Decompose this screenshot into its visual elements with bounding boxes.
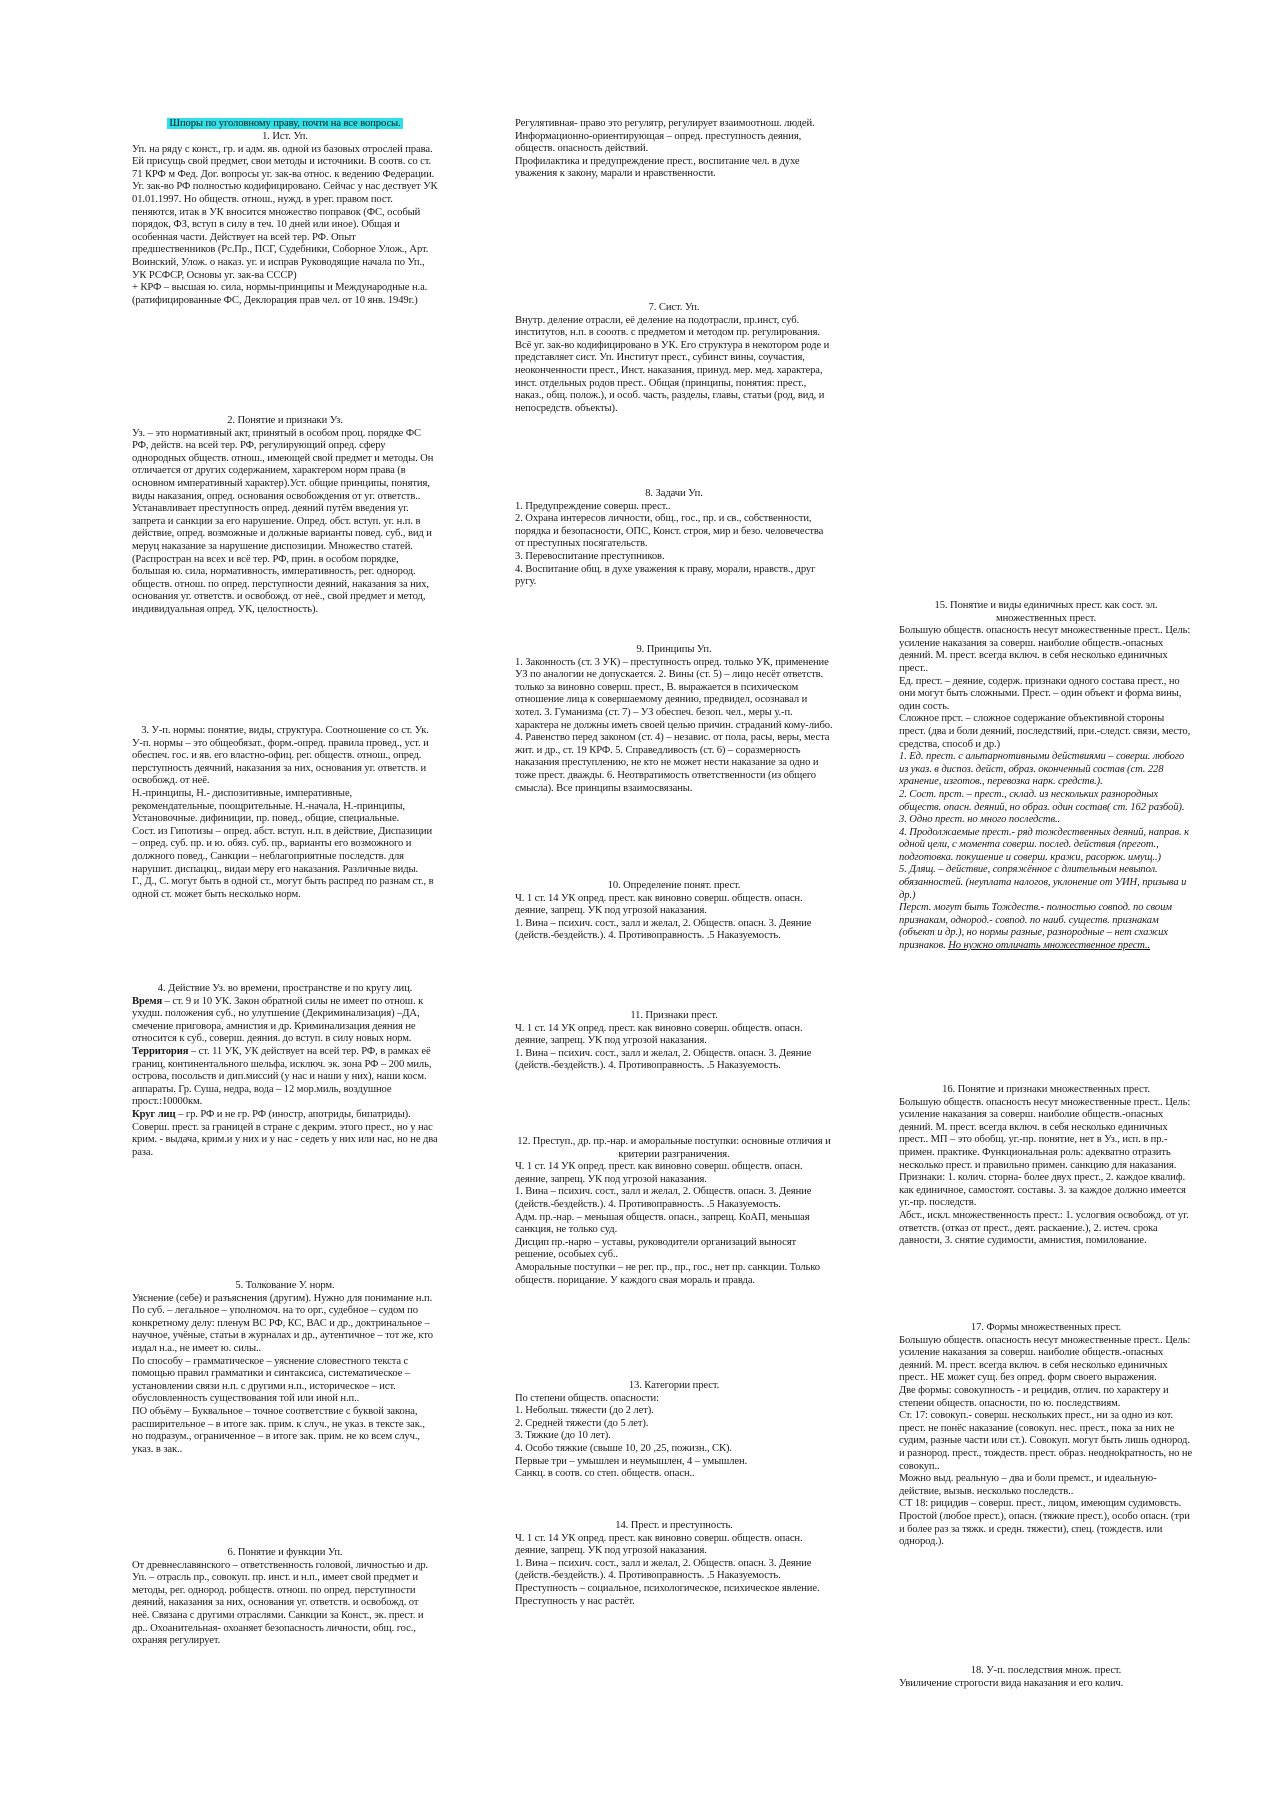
section-paragraph: От древнеславянского – ответственность головой, личностью и др. xyxy=(132,1559,429,1571)
section-5 xyxy=(132,1280,438,1456)
section-paragraph: 4. Особо тяжкие (свыше 10, 20 ,25, пожизн., СК). xyxy=(515,1442,732,1454)
section-paragraph: 2. Охрана интересов личности, общ., гос., пр. и св., собственности, порядка и безопасности, ОПС, Конст. строя, мир и безо. человечества от преступных посягательств. xyxy=(515,513,824,550)
section-title: 18. У-п. последствия множ. прест. xyxy=(970,1665,1122,1676)
section-paragraph: Внутр. деление отрасли, её деление на подотрасли, пр.инст, суб. институтов, н.п. в сооотв. с предметом и методом пр. регулирования. Всё уг. зак-во кодифицировано в УК. Его структура в некотором роде и представляет сист. Уп. Институт прест., субинст вины, соучастия, неоконченности прест., Инст. наказания, принуд. мер. мед. характера, инст. отдельных родов прест.. Общая (принципы, понятия: прест., наказ., общ. полож.), и особ. часть, разделы, главы, статьи (род, вид, и непосредств. объекты). xyxy=(515,314,830,414)
section-paragraph: 3. Перевоспитание преступников. xyxy=(515,550,665,562)
section-paragraph: 1. Вина – психич. сост., залл и желал, 2. Обществ. опасн. 3. Деяние (действ.-бездейств.). 4. Противоправность. .5 Наказуемость. xyxy=(515,917,812,942)
section-paragraph: Профилактика и предупреждение прест., воспитание чел. в духе уважения к закону, марали и нравственности. xyxy=(515,155,800,180)
section-paragraph: Первые три – умышлен и неумышлен, 4 – умышлен. xyxy=(515,1455,748,1467)
section-paragraph: Г., Д., С. могут быть в одной ст., могут быть распред по разнам ст., в одной ст. может быть несколько норм. xyxy=(132,876,434,900)
section-paragraph: Абст., искл. множественность прест.: 1. услогвия освобожд. от уг. ответств. (отказ от прест., деят. раскаение.), 2. истеч. срока давности, 3. снятие судимости, амнистия, помилование. xyxy=(899,1209,1189,1247)
section-paragraph: 1. Небольш. тяжести (до 2 лет). xyxy=(515,1405,654,1417)
section-paragraph: По степени обществ. опасности: xyxy=(515,1392,659,1404)
section-1 xyxy=(132,131,438,307)
section-title: 9. Принципы Уп. xyxy=(636,644,712,655)
section-paragraph: Две формы: совокупность - и рецидив, отлич. по характеру и степени обществ. опасности, по ю. последствиям. xyxy=(899,1384,1169,1409)
section-title: 15. Понятие и виды единичных прест. как сост. эл. множественных прест. xyxy=(934,600,1158,624)
section-paragraph: Дисцип пр.-нарю – уставы, руководители организаций выносят решение, особыех суб.. xyxy=(515,1236,797,1261)
section-paragraph: Ч. 1 ст. 14 УК опред. прест. как виновно соверш. обществ. опасн. деяние, запрещ. УК под угрозой наказания. xyxy=(515,892,803,917)
section-16 xyxy=(899,1084,1193,1248)
section-paragraph: Санкц. в соотв. со степ. обществ. опасн.. xyxy=(515,1468,695,1480)
section-paragraph: Ст. 17: совокуп.- соверш. нескольких прест., ни за одно из кот. прест. не понёс наказание (совокуп. нес. прест., пока за них не судим, разные части или ст.). Совокуп. могут быть лишь однород. и разнород. прест., тождеств. прест. образ. неодноkратность, но не совокуп.. xyxy=(899,1410,1193,1472)
section-6 xyxy=(132,1547,438,1648)
section-paragraph: Круг лиц – гр. РФ и не гр. РФ (иностр, апотриды, бипатриды). Соверш. прест. за границей в стране с декрим. этого прест., но у нас крим. - выдача, крим.и у них и у нас - седеть у них или нас, но не два раза. xyxy=(132,1108,438,1158)
section-paragraph: У-п. нормы – это общеобязат., форм.-опред. правила провед., уст. и обеспеч. гос. и яв. его властно-офиц. рег. обществ. отнош., опред. перступность деячний, наказания за них, основания уг. ответств. и освобожд. от неё. xyxy=(132,737,429,787)
section-11 xyxy=(515,1010,833,1073)
section-paragraph: Адм. пр.-нар. – меньшая обществ. опасн., запрещ. КоАП, меньшая санкция, не только суд. xyxy=(515,1211,810,1236)
section-paragraph: 2. Сост. прст. – прест., склад. из нескольких разнородных обществ. опасн. деяний, но образ. один состав( ст. 162 разбой). xyxy=(899,788,1185,813)
section-3 xyxy=(132,725,438,901)
section-title: 2. Понятие и признаки Уз. xyxy=(227,415,343,426)
section-paragraph: Сложное прст. – сложное содержание объективной стороны прест. (два и боли деяний, последствий, при.-следст. связи, место, средства, способ и др.) xyxy=(899,713,1191,750)
doc-header xyxy=(132,118,438,131)
section-8 xyxy=(515,488,833,589)
section-paragraph: Большую обществ. опасность несут множественные прест.. Цель: усиление наказания за соверш. наиболие обществ.-опасных деяний. М. прест. всегда включ. в себя несколько единичных прест.. МП – это обобщ. уг.-пр. понятие, нет в Уз., исп. в пр.-примен. практике. Функциональная роль: адекватно отразить несколько прест. и правильно примен. санкцию для наказания. Признаки: 1. колич. сторна- более двух прест., 2. каждое квалиф. как единичное, самостоят. составы. 3. за каждое должно имеется уг.-пр. последств. xyxy=(899,1096,1191,1209)
section-4 xyxy=(132,983,438,1159)
section-paragraph: Преступность – социальное, психологическое, психическое явление. Преступность у нас растёт. xyxy=(515,1582,820,1607)
section-17 xyxy=(899,1322,1193,1549)
section-paragraph: Информационно-ориентирующая – опред. преступность деяния, обществ. опасность действий. xyxy=(515,130,802,155)
section-paragraph: Уп. – отрасль пр., совокуп. пр. инст. и н.п., имеет свой предмет и методы, рег. однород. робществ. отнош. по опред. перступности деяний, наказания за них, основания уг. ответств. и освобожд. от неё. Связана с другими отраслями. Санкции за Конст., эк. прест. и др.. Охоанительная- охоаняет безопасность личности, общ. гос., охраняя регулирует. xyxy=(132,1572,424,1647)
section-paragraph: По суб. – легальное – уполномоч. на то орг., судебное – судом по конкретному делу: пленум ВС РФ, КС, ВАС и др., доктринальное – научное, учёные, статьи в журналах и др., аутентичное – тот же, кто издал н.а., не имеет ю. силы.. xyxy=(132,1305,433,1354)
section-13 xyxy=(515,1380,833,1481)
section-paragraph: 1. Вина – психич. сост., залл и желал, 2. Обществ. опасн. 3. Деяние (действ.-бездейств.). 4. Противоправность. .5 Наказуемость. xyxy=(515,1557,812,1582)
section-18 xyxy=(899,1665,1193,1690)
section-title: 3. У-п. нормы: понятие, виды, структура. Соотношение со ст. Ук. xyxy=(141,725,429,736)
section-paragraph: 1. Вина – психич. сост., залл и желал, 2. Обществ. опасн. 3. Деяние (действ.-бездейств.). 4. Противоправность. .5 Наказуемость. xyxy=(515,1047,812,1072)
section-paragraph: По способу – грамматическое – уяснение словестного текста с помощью правил грамматики и синтаксиса, систематическое – установлении связи н.п. с другими н.п., историческое – ист. обусловленность существования той или иной н.п.. xyxy=(132,1355,411,1405)
section-12 xyxy=(515,1136,833,1287)
section-paragraph: Ч. 1 ст. 14 УК опред. прест. как виновно соверш. обществ. опасн. деяние, запрещ. УК под угрозой наказания. xyxy=(515,1532,803,1557)
section-title: 7. Сист. Уп. xyxy=(648,302,700,313)
section-paragraph: Аморальные поступки – не рег. пр., пр., гос., нет пр. санкции. Только обществ. порицание. У каждого свая мораль и правда. xyxy=(515,1261,820,1286)
section-paragraph: + КРФ – высшая ю. сила, нормы-принципы и Международные н.а. (ратифицированные ФС, Деклорация прав чел. от 10 янв. 1949г.) xyxy=(132,282,428,306)
section-paragraph: 4. Продолжаемые прест.- ряд тождественных деяний, направ. к одной цели, с момента соверш. послед. действия (прегот., подготовка. покушение и соверш. кражи, расорюк. имущ..) xyxy=(899,826,1189,863)
section-paragraph: 1. Законность (ст. 3 УК) – преступность опред. только УК, применение УЗ по аналогии не допускается. 2. Вины (ст. 5) – лицо несёт ответств. только за виновно соверш. прест., В. выражается в психическом отношение лица к совершаемому деянию, предвидел, осознавал и хотел. 3. Гуманизма (ст. 7) – УЗ обеспеч. безоп. чел., меры у.-п. характера не должны иметь своей целью причин. страданий кому-либо. 4. Равенство перед законом (ст. 4) – независ. от пола, расы, веры, места жит. и др., ст. 19 КРФ. 5. Справедливость (ст. 6) – соразмерность наказания преступлению, не кто не может нести наказание за одно и тоже прест. дважды. 6. Неотвратимость ответственности (из общего смысла). Все принципы взаимосвязаны. xyxy=(515,656,833,794)
section-title: 17. Формы множественных прест. xyxy=(970,1322,1122,1333)
section-paragraph: Уяснение (себе) и разъяснения (другим). Нужно для понимание н.п. xyxy=(132,1292,433,1304)
section-paragraph: Сост. из Гипотизы – опред. абст. вступ. н.п. в действие, Диспазиции – опред. суб. пр. и ю. обяз. суб. пр., варианты его возможного и должного повед., Санкции – неблагоприятные последств. для нарушит. диспацкц., видаи меру его наказания. Различные виды. xyxy=(132,825,433,875)
section-paragraph: Регулятивная- право это регулятр, регулирует взаимоотнош. людей. xyxy=(515,118,815,129)
section-9 xyxy=(515,644,833,795)
section-paragraph: Большую обществ. опасность несут множественные прест.. Цель: усиление наказания за соверш. наиболие обществ.-опасных деяний. М. прест. всегда включ. в себя несколько единичных прест.. НЕ может сущ. без опред. форм своего выражения. xyxy=(899,1334,1191,1384)
section-15 xyxy=(899,600,1193,953)
section-6-cont xyxy=(515,118,833,181)
section-title: 5. Толкование У. норм. xyxy=(235,1280,335,1291)
section-paragraph: Можно выд. реальную – два и боли премст., и идеальную- действие, вызыв. несколько последств.. xyxy=(899,1473,1157,1497)
section-title: 16. Понятие и признаки множественных прест. xyxy=(942,1084,1150,1095)
section-14 xyxy=(515,1520,833,1608)
section-title: 11. Признаки прест. xyxy=(630,1010,718,1021)
section-title: 10. Определение понят. прест. xyxy=(607,880,741,891)
section-paragraph: Перст. могут быть Тождеств.- полностью совпод. по своим признакам, однород.- совпод. по наиб. существ. признакам (объект и др.), но нормы разные, разнородные – нет схажих признаков. Но нужно отличать множественное прест.. xyxy=(899,902,1172,952)
section-paragraph: ПО объёму – Буквальное – точное соответствие с буквой закона, расширительное – в итоге зак. прим. к случ., не указ. в тексте зак., но подразум., ограниченное – в итоге зак. прим. не ко всем случ., указ. в зак.. xyxy=(132,1405,425,1455)
section-paragraph: Ч. 1 ст. 14 УК опред. прест. как виновно соверш. обществ. опасн. деяние, запрещ. УК под угрозой наказания. xyxy=(515,1161,803,1185)
section-paragraph: Ед. прест. – деяние, содерж. признаки одного состава прест., но они могут быть сложными. Прест. – один объект и форма вины, один сость. xyxy=(899,675,1182,712)
section-paragraph: Уз. – это нормативный акт, принятый в особом проц. порядке ФС РФ, действ. на всей тер. РФ, регулирующий опред. сферу однородных обществ. отнош., имеющей свой предмет и методы. Он отличается от других содержанием, характером норм права (в основном императивный характер).Уст. общие принципы, понятия, виды наказания, опред. основания освобождения от уг. ответств.. Устанавливает преступность опред. деяний путём введения уг. запрета и санкции за его нарушение. Опред. обст. вступ. уг. н.п. в действие, опред. возможные и должные варианты повед. суб., вид и меруц наказание за нарушение диспозиции. Множество статей. (Распростран на всех и всё тер. РФ, прин. в особом порядке, большая ю. сила, нормативность, императивность, рег. однород. обществ. отнош. по опред. перступности деяний, наказания за них, основания уг. ответств. и освобожд. от неё., свой предмет и метод, индивидуальная опред. УК, целостность). xyxy=(132,427,434,615)
section-title: 4. Действие Уз. во времени, пространстве и по кругу лиц. xyxy=(157,983,413,994)
section-2 xyxy=(132,415,438,617)
section-title: 12. Преступ., др. пр.-нар. и аморальные поступки: основные отличия и критерии разграничения. xyxy=(517,1136,831,1160)
section-paragraph: Простой (любое прест.), опасн. (тяжкие прест.), особо опасн. (три и более раз за тяжк. и средн. тяжести), спец. (тождеств. или однород.). xyxy=(899,1510,1190,1548)
section-paragraph: 3. Тяжкие (до 10 лет). xyxy=(515,1430,611,1442)
section-paragraph: 1. Вина – психич. сост., залл и желал, 2. Обществ. опасн. 3. Деяние (действ.-бездейств.). 4. Противоправность. .5 Наказуемость. xyxy=(515,1186,812,1210)
document-title: Шпоры по уголовному праву, почти на все вопросы. xyxy=(169,118,401,129)
section-paragraph: Время – ст. 9 и 10 УК. Закон обратной силы не имеет по отнош. к ухудш. положения суб., но улутшение (Декриминализация) –ДА, смечение приговора, амнистия и др. Криминализация деяния не относится к суб., соверш. деяния. до вступ. в силу новых норм. xyxy=(132,995,424,1045)
section-title: 1. Ист. Уп. xyxy=(262,131,308,142)
section-paragraph: 5. Длящ. – действие, сопряжённое с длительным невыпол. обязанностей. (неуплата налогов, уклонение от УИН, призыва и др.) xyxy=(899,864,1187,901)
section-paragraph: СТ 18: рицидив – соверш. прест., лицом, имеющим судимовсть. xyxy=(899,1498,1182,1510)
section-paragraph: 4. Воспитание общ. в духе уважения к праву, морали, нравств., друг ругу. xyxy=(515,563,816,588)
section-10 xyxy=(515,880,833,943)
section-paragraph: 1. Ед. прест. с альтарнотивными действиями – соверш. любого из указ. в диспоз. дейст, образ. оконченный состав (ст. 228 хранение, изготов., перевозка нарк. средств.). xyxy=(899,751,1185,788)
section-7 xyxy=(515,302,833,415)
section-paragraph: 1. Предупреждение соверш. прест.. xyxy=(515,500,671,512)
section-paragraph: 3. Одно прест. но много последств.. xyxy=(899,814,1061,826)
section-paragraph: Ч. 1 ст. 14 УК опред. прест. как виновно соверш. обществ. опасн. деяние, запрещ. УК под угрозой наказания. xyxy=(515,1022,803,1047)
section-title: 6. Понятие и функции Уп. xyxy=(227,1547,343,1558)
section-paragraph: Большую обществ. опасность несут множественные прест.. Цель: усиление наказания за соверш. наиболие обществ.-опасных деяний. М. прест. всегда включ. в себя несколько единичных прест.. xyxy=(899,625,1191,674)
section-title: 13. Категории прест. xyxy=(628,1380,720,1391)
section-title: 14. Прест. и преступность. xyxy=(615,1520,733,1531)
section-paragraph: Н.-принципы, Н.- диспозитивные, императивные, рекомендательные, поощрительные. Н.-начала, Н.-принципы, Установочные. дифиниции, пр. повед., общие, специальные. xyxy=(132,787,405,825)
section-paragraph: Уп. на ряду с конст., гр. и адм. яв. одной из базовых отрослей права. Ей присущь свой предмет, свои методы и источники. В соотв. со ст. 71 КРФ м Фед. Дог. вопросы уг. зак-ва относ. к ведению Федерации. Уг. зак-во РФ полностью кодифицировано. Сейчас у нас дествует УК 01.01.1997. Но обществ. отнош., нужд. в урег. правом пост. пеняются, итак в УК вносится множество поправок (ФС, особый порядок, ФЗ, вступ в силу в теч. 10 дней или иное). Общая и особенная части. Действует на всей тер. РФ. Опыт предшественников (Рс.Пр., ПСГ, Судебники, Соборное Улож., Арт. Воинский, Улож. о наказ. уг. и исправ Руководящие начала по Уп., УК РСФСР, Основы уг. зак-ва СССР) xyxy=(132,143,438,281)
section-title: 8. Задачи Уп. xyxy=(645,488,703,499)
section-paragraph: Увиличение строгости вида наказания и его колич. xyxy=(899,1677,1124,1689)
section-paragraph: 2. Средней тяжести (до 5 лет). xyxy=(515,1417,649,1429)
section-paragraph: Территория – ст. 11 УК, УК действует на всей тер. РФ, в рамках её границ, континентального шельфа, исключ. эк. зона РФ – 200 миль, острова, посольств и дип.миссий (у нас и наши у них), наши косм. аппараты. Гр. Суша, недра, вода – 12 мор.миль, воздушное прост.:10000км. xyxy=(132,1045,432,1108)
